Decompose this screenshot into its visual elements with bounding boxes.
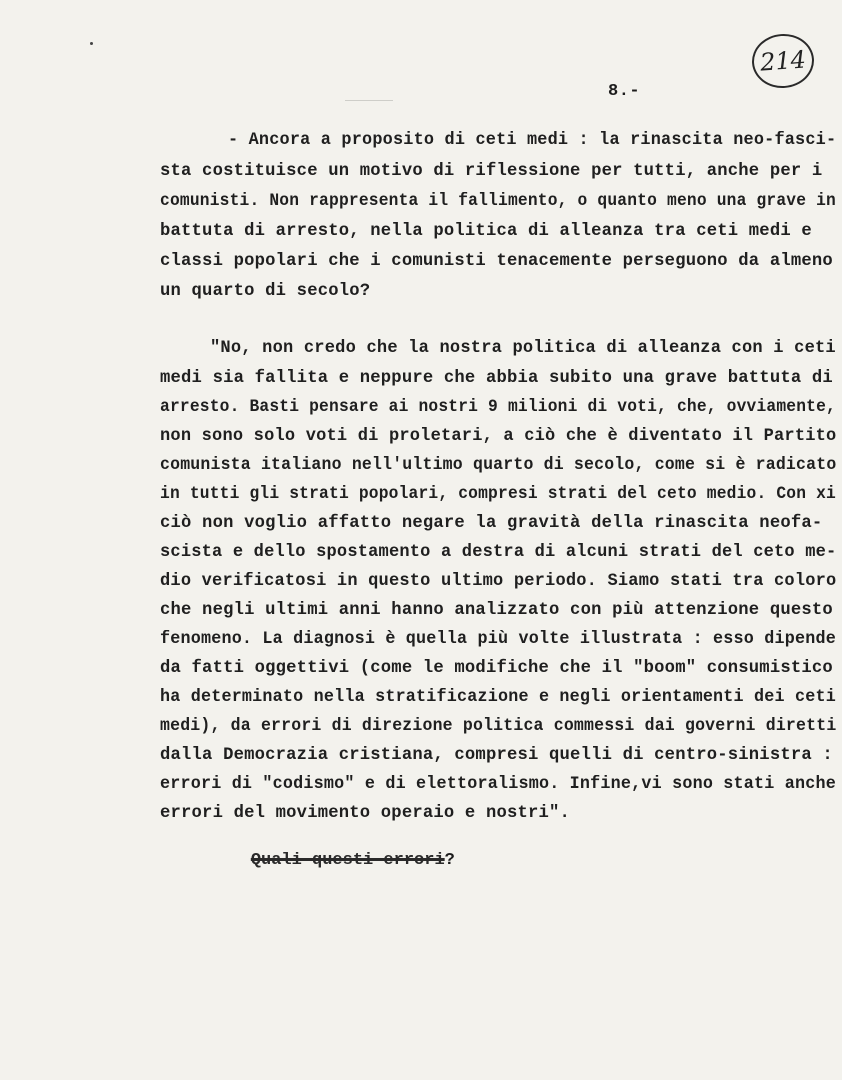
faint-mark [345,100,393,101]
text-line: medi sia fallita e neppure che abbia subito una grave battuta di [160,369,833,388]
text-line: dalla Democrazia cristiana, compresi quelli di centro-sinistra : [160,746,833,765]
text-line: medi), da errori di direzione politica commessi dai governi diretti [160,717,837,736]
text-line: classi popolari che i comunisti tenacemente perseguono da almeno [160,252,833,271]
question-mark: ? [444,851,455,870]
text-line: errori del movimento operaio e nostri". [160,804,571,823]
text-line: ciò non voglio affatto negare la gravità della rinascita neofa- [160,514,823,533]
text-line: sta costituisce un motivo di riflessione per tutti, anche per i [160,162,823,181]
text-line: da fatti oggettivi (come le modifiche che il "boom" consumistico [160,659,833,678]
ink-speck [90,42,93,45]
page-stamp: 214 [750,32,816,90]
text-line: non sono solo voti di proletari, a ciò che è diventato il Partito [160,427,837,446]
text-line: dio verificatosi in questo ultimo periodo. Siamo stati tra coloro [160,572,837,591]
text-line: arresto. Basti pensare ai nostri 9 milioni di voti, che, ovviamente, [160,398,837,417]
text-line: ha determinato nella stratificazione e negli orientamenti dei ceti [160,688,836,707]
text-line: un quarto di secolo? [160,282,371,301]
text-line: battuta di arresto, nella politica di alleanza tra ceti medi e [160,222,812,241]
text-line: comunista italiano nell'ultimo quarto di secolo, come si è radicato [160,456,837,475]
text-line: scista e dello spostamento a destra di alcuni strati del ceto me- [160,543,837,562]
text-line: fenomeno. La diagnosi è quella più volte illustrata : esso dipende [160,630,836,649]
text-line: - Ancora a proposito di ceti medi : la rinascita neo-fasci- [228,131,837,150]
text-line: errori di "codismo" e di elettoralismo. Infine,vi sono stati anche [160,775,836,794]
page-number: 8.- [608,82,641,101]
bleed-through-text [0,330,36,459]
text-line: "No, non credo che la nostra politica di alleanza con i ceti [210,339,836,358]
text-line: in tutti gli strati popolari, compresi strati del ceto medio. Con xi [160,485,837,504]
text-line: che negli ultimi anni hanno analizzato con più attenzione questo [160,601,833,620]
text-line: comunisti. Non rappresenta il fallimento, o quanto meno una grave in [160,192,837,211]
struck-text: Quali questi errori [250,851,445,870]
struck-out-question [210,832,455,889]
